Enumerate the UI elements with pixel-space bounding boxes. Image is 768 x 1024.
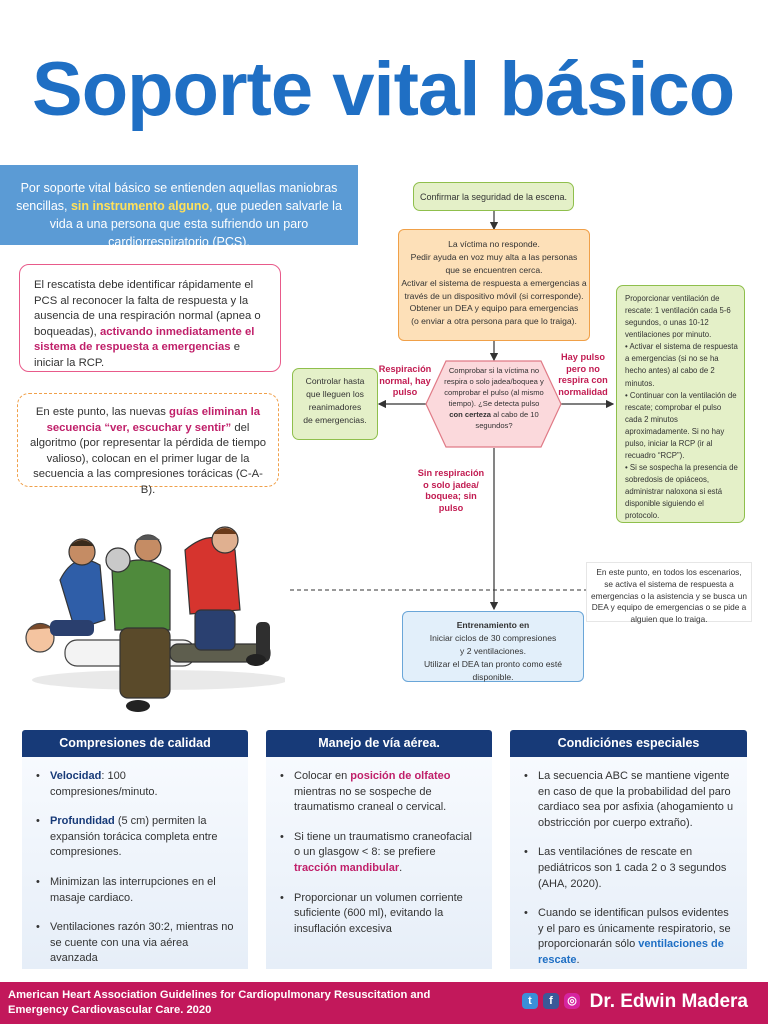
flow-line: Activar el sistema de respuesta a emergencias a [401,277,587,288]
column-header-condiciones: Condiciónes especiales [510,730,747,757]
instagram-icon[interactable]: ◎ [564,993,580,1009]
item-text: (5 cm) permiten la expansión torácica completa entre compresiones. [50,815,218,859]
flow-left-monitor [292,368,378,440]
footer-reference: American Heart Association Guidelines for Cardiopulmonary Resuscitation and Emergency Cardiovascular Care. 2020 [8,989,431,1017]
list-item [36,920,236,967]
rescatista-text-1: El rescatista debe identificar rápidamente el PCS al reconocer la falta de respuesta y la ausencia de una respiración normal (apnea o boqueadas), [34,279,261,338]
item-text: mientras no se sospeche de traumatismo craneal o cervical. [294,785,447,814]
list-item [524,906,735,968]
list-item [36,769,236,800]
item-text: . [576,954,580,967]
cpr-rescuers-illustration [20,510,285,730]
guias-text-1: En este punto, las nuevas [35,406,170,418]
flow-line: través de un dispositivo móvil (si corresponde). [404,290,584,301]
flow-line: Pedir ayuda en voz muy alta a las personas [410,251,578,262]
flow-line: reanimadores [308,401,362,412]
footer-author: Dr. Edwin Madera [589,991,748,1012]
flow-line: Obtener un DEA y equipo para emergencias [409,303,579,314]
intro-text-1: Por soporte vital básico se entienden aquellas maniobras sencillas, [16,181,338,214]
flow-line: de emergencias. [303,414,367,425]
intro-text-2: , que pueden salvarle la vida a una persona que esta sufriendo un paro cardiorrespiratorio (PCS). [49,199,342,250]
item-highlight: posición de olfateo [350,770,451,782]
check-pulse-bold: con certeza [449,410,492,419]
list-item [280,830,480,877]
ventilation-item-text: Activar el sistema de respuesta a emergencias (si no se ha hecho antes) al cabo de 2 minutos. [625,342,738,388]
label-no-breathing-no-pulse: Sin respiración o solo jadea/ boquea; sin pulso [417,468,485,513]
item-highlight: ventilaciones de rescate [538,938,724,967]
flow-line: que lleguen los [306,388,364,399]
training-title: Entrenamiento en [456,620,530,630]
flow-line: Iniciar ciclos de 30 compresiones [429,632,557,643]
flow-training-box [402,611,584,682]
item-text: . [399,862,403,875]
ventilation-item-text: Si se sospecha la presencia de sobredosis de opiáceos, administrar naloxona si está disponible siguiendo el protocolo. [625,463,738,521]
flow-step-check-pulse [444,365,544,445]
flow-line: que se encuentren cerca. [445,264,543,275]
item-text: Las ventilaciónes de rescate en pediátricos son 1 cada 2 o 3 segundos (AHA, 2020). [538,846,727,890]
item-text: Colocar en [294,770,351,782]
list-item [280,769,480,816]
item-text: La secuencia ABC se mantiene vigente en caso de que la probabilidad del paro cardiaco sea por asfixia (ahogamiento u obstricción por cuerpo extraño). [538,770,734,829]
page-title: Soporte vital básico [32,47,735,132]
item-keyword: Profundidad [50,815,115,828]
flow-step-safety-text: Confirmar la seguridad de la escena. [419,192,568,202]
flow-line: (o enviar a otra persona para que lo traiga). [411,316,577,327]
flow-line: y 2 ventilaciones. [460,645,526,656]
rescatista-text-2: e iniciar la RCP. [34,341,240,369]
column-via-aerea [266,757,492,969]
item-text: Minimizan las interrupciones en el masaje cardiaco. [50,876,216,904]
item-text: Si tiene un traumatismo craneofacial o un glasgow < 8: se prefiere [294,830,472,859]
column-header-via-aerea: Manejo de vía aérea. [266,730,492,757]
ventilation-intro: Proporcionar ventilación de rescate: 1 ventilación cada 5-6 segundos, o unas 10-12 ventilaciones por minuto. [625,294,731,340]
flow-line: Utilizar el DEA tan pronto como esté disponible. [423,658,563,682]
guias-highlight: guías eliminan la secuencia “ver, escuchar y sentir” [46,406,261,434]
item-text: Cuando se identifican pulsos evidentes y el paro es únicamente respiratorio, se proporcionarán sólo [538,907,731,951]
flow-line: La víctima no responde. [448,239,540,249]
item-highlight: tracción mandibular [294,862,400,875]
item-text: Ventilaciones razón 30:2, mientras no se cuente con una via aérea avanzada [50,921,234,965]
item-text: Proporcionar un volumen corriente suficiente (600 ml), evitando la insuflación excesiva [294,891,463,935]
label-normal-breathing: Respiración normal, hay pulso [378,364,432,397]
check-pulse-text-2: al cabo de 10 segundos? [475,410,539,430]
list-item [280,891,480,938]
flow-step-no-response [398,229,590,341]
list-item [36,875,236,906]
item-keyword: Velocidad [50,770,102,782]
flow-right-ventilation [616,285,745,523]
twitter-icon[interactable]: t [522,993,538,1009]
column-header-compresiones: Compresiones de calidad [22,730,248,757]
label-pulse-no-breathing: Hay pulso pero no respira con normalidad [558,352,608,397]
ventilation-item: • Continuar con la ventilación de rescate; comprobar el pulso cada 2 minutos aproximadamente. Si no hay pulso, iniciar la RCP (ir al recuadro “RCP”). [625,390,737,461]
list-item [524,769,735,831]
flow-step-safety [413,182,574,211]
scenario-note: En este punto, en todos los escenarios, se activa el sistema de respuesta a emergencias o la asistencia y se busca un DEA y equipo de emergencias o se pide a alguien que lo traiga. [586,562,752,622]
list-item [36,814,236,861]
flow-line: Controlar hasta [305,376,365,386]
column-condiciones [510,757,747,969]
ventilation-item-text: Continuar con la ventilación de rescate; comprobar el pulso cada 2 minutos aproximadamente. Si no hay pulso, iniciar la RCP (ir al recuadro “RCP”). [625,390,737,461]
ventilation-item: • Activar el sistema de respuesta a emergencias (si no se ha hecho antes) al cabo de 2 minutos. [625,342,738,388]
check-pulse-text-1: Comprobar si la víctima no respira o solo jadea/boquea y comprobar el pulso (al mismo tiempo). ¿Se detecta pulso [444,366,544,408]
column-compresiones [22,757,248,969]
rescatista-highlight: activando inmediatamente el sistema de respuesta a emergencias [34,325,255,354]
footer-bar [0,982,768,1024]
ventilation-item: • Si se sospecha la presencia de sobredosis de opiáceos, administrar naloxona si está disponible siguiendo el protocolo. [625,463,738,521]
list-item [524,845,735,892]
item-text: : 100 compresiones/minuto. [50,770,158,798]
facebook-icon[interactable]: f [543,993,559,1009]
intro-highlight: sin instrumento alguno [70,199,210,214]
guias-text-2: del algoritmo (por representar la pérdida de tiempo valioso), colocan en el primer lugar de la secuencia a las compresiones torácicas (C-A-B). [29,421,267,496]
